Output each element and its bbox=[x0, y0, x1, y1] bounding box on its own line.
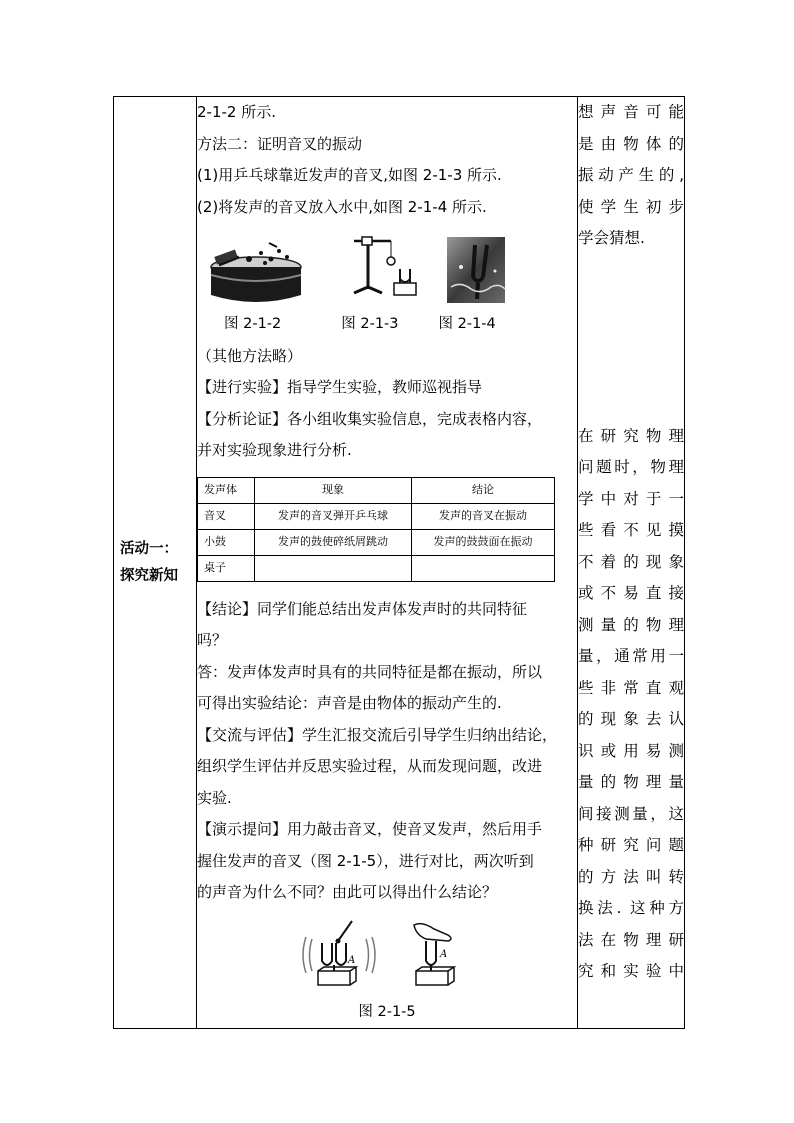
note-line: 在研究物理 bbox=[578, 426, 684, 445]
table-cell: 小鼓 bbox=[198, 529, 255, 555]
table-cell: 发声的音叉在振动 bbox=[412, 503, 555, 529]
note-line: 法在物理研 bbox=[578, 930, 684, 949]
note-line: 些非常直观 bbox=[578, 678, 684, 697]
note-line: 些看不见摸 bbox=[578, 521, 684, 539]
fork-label-a: A bbox=[348, 954, 356, 966]
note-line: 量的物理量 bbox=[578, 773, 684, 791]
table-row bbox=[198, 555, 555, 581]
text-line: 实验. bbox=[197, 788, 232, 807]
vibrating-fork-figure bbox=[298, 919, 380, 989]
note-line: 是由物体的 bbox=[578, 134, 684, 153]
table-cell: 桌子 bbox=[198, 555, 255, 581]
text-line: 2-1-2 所示. bbox=[197, 103, 276, 121]
note-line: 换法. 这种方 bbox=[578, 899, 684, 917]
table-cell: 音叉 bbox=[198, 503, 255, 529]
note-line: 问题时，物理 bbox=[578, 458, 684, 476]
spacer bbox=[578, 255, 684, 421]
note-line: 学中对于一 bbox=[578, 489, 684, 508]
note-line: 振动产生的, bbox=[578, 166, 684, 184]
fork-label-a: A bbox=[440, 948, 448, 960]
text-line: 【结论】同学们能总结出发声体发声时的共同特征 bbox=[197, 599, 528, 618]
caption-2-1-2: 图 2-1-2 bbox=[224, 316, 282, 332]
table-row bbox=[198, 503, 555, 529]
activity-title: 探究新知 bbox=[120, 567, 178, 584]
note-line: 的方法叫转 bbox=[578, 867, 684, 886]
activity-cell bbox=[114, 97, 197, 1029]
note-line: 识或用易测 bbox=[578, 741, 684, 760]
text-line: 并对实验现象进行分析. bbox=[197, 441, 352, 459]
figure-2-1-5 bbox=[197, 919, 577, 997]
note-line: 想声音可能 bbox=[578, 103, 684, 121]
table-cell: 发声的音叉弹开乒乓球 bbox=[255, 503, 412, 529]
text-line: 组织学生评估并反思实验过程，从而发现问题，改进 bbox=[197, 757, 543, 775]
text-line: 的声音为什么不同？由此可以得出什么结论？ bbox=[197, 883, 498, 901]
table-cell bbox=[255, 555, 412, 581]
table-header: 结论 bbox=[412, 477, 555, 503]
text-line: 【进行实验】指导学生实验，教师巡视指导 bbox=[197, 378, 483, 396]
caption-2-1-4: 图 2-1-4 bbox=[438, 316, 496, 332]
text-line: 【演示提问】用力敲击音叉，使音叉发声，然后用手 bbox=[197, 820, 543, 838]
tuning-fork-ball-figure bbox=[346, 233, 421, 303]
note-line: 间接测量，这 bbox=[578, 804, 684, 823]
figure-captions bbox=[197, 309, 577, 341]
held-fork-figure bbox=[404, 919, 476, 989]
text-line: 方法二：证明音叉的振动 bbox=[197, 134, 363, 153]
lesson-table bbox=[113, 96, 685, 1029]
note-line: 测量的物理 bbox=[578, 615, 684, 634]
note-line: 不着的现象 bbox=[578, 552, 684, 571]
note-line: 量，通常用一 bbox=[578, 647, 684, 665]
text-line: 【分析论证】各小组收集实验信息，完成表格内容， bbox=[197, 409, 543, 428]
text-line: 可得出实验结论：声音是由物体的振动产生的. bbox=[197, 694, 502, 712]
text-line: 吗？ bbox=[197, 631, 228, 649]
drum-figure bbox=[209, 237, 304, 303]
note-line: 学会猜想. bbox=[578, 229, 645, 247]
text-line: （其他方法略） bbox=[197, 346, 303, 365]
text-line: 【交流与评估】学生汇报交流后引导学生归纳出结论， bbox=[197, 725, 558, 744]
text-line: 答：发声体发声时具有的共同特征是都在振动，所以 bbox=[197, 662, 543, 681]
note-line: 种研究问题 bbox=[578, 836, 684, 854]
caption-2-1-5: 图 2-1-5 bbox=[358, 1003, 416, 1020]
table-row bbox=[198, 529, 555, 555]
figure-row bbox=[197, 231, 577, 303]
content-cell bbox=[197, 97, 578, 1029]
table-cell bbox=[412, 555, 555, 581]
text-line: 握住发声的音叉（图 2-1-5），进行对比，两次听到 bbox=[197, 851, 534, 870]
note-line: 究和实验中 bbox=[578, 962, 684, 980]
table-header: 现象 bbox=[255, 477, 412, 503]
activity-label: 活动一： bbox=[120, 540, 178, 557]
table-header: 发声体 bbox=[198, 477, 255, 503]
text-line: (2)将发声的音叉放入水中,如图 2-1-4 所示. bbox=[197, 197, 487, 216]
experiment-table bbox=[197, 477, 555, 582]
design-intent-cell bbox=[578, 97, 685, 1029]
text-line: (1)用乒乓球靠近发声的音叉,如图 2-1-3 所示. bbox=[197, 166, 502, 184]
table-header-row bbox=[198, 477, 555, 503]
note-line: 使学生初步 bbox=[578, 197, 684, 216]
table-cell: 发声的鼓鼓面在振动 bbox=[412, 529, 555, 555]
tuning-fork-water-figure bbox=[447, 237, 505, 303]
note-line: 的现象去认 bbox=[578, 710, 684, 728]
caption-2-1-3: 图 2-1-3 bbox=[341, 316, 399, 332]
table-cell: 发声的鼓使碎纸屑跳动 bbox=[255, 529, 412, 555]
note-line: 或不易直接 bbox=[578, 584, 684, 602]
